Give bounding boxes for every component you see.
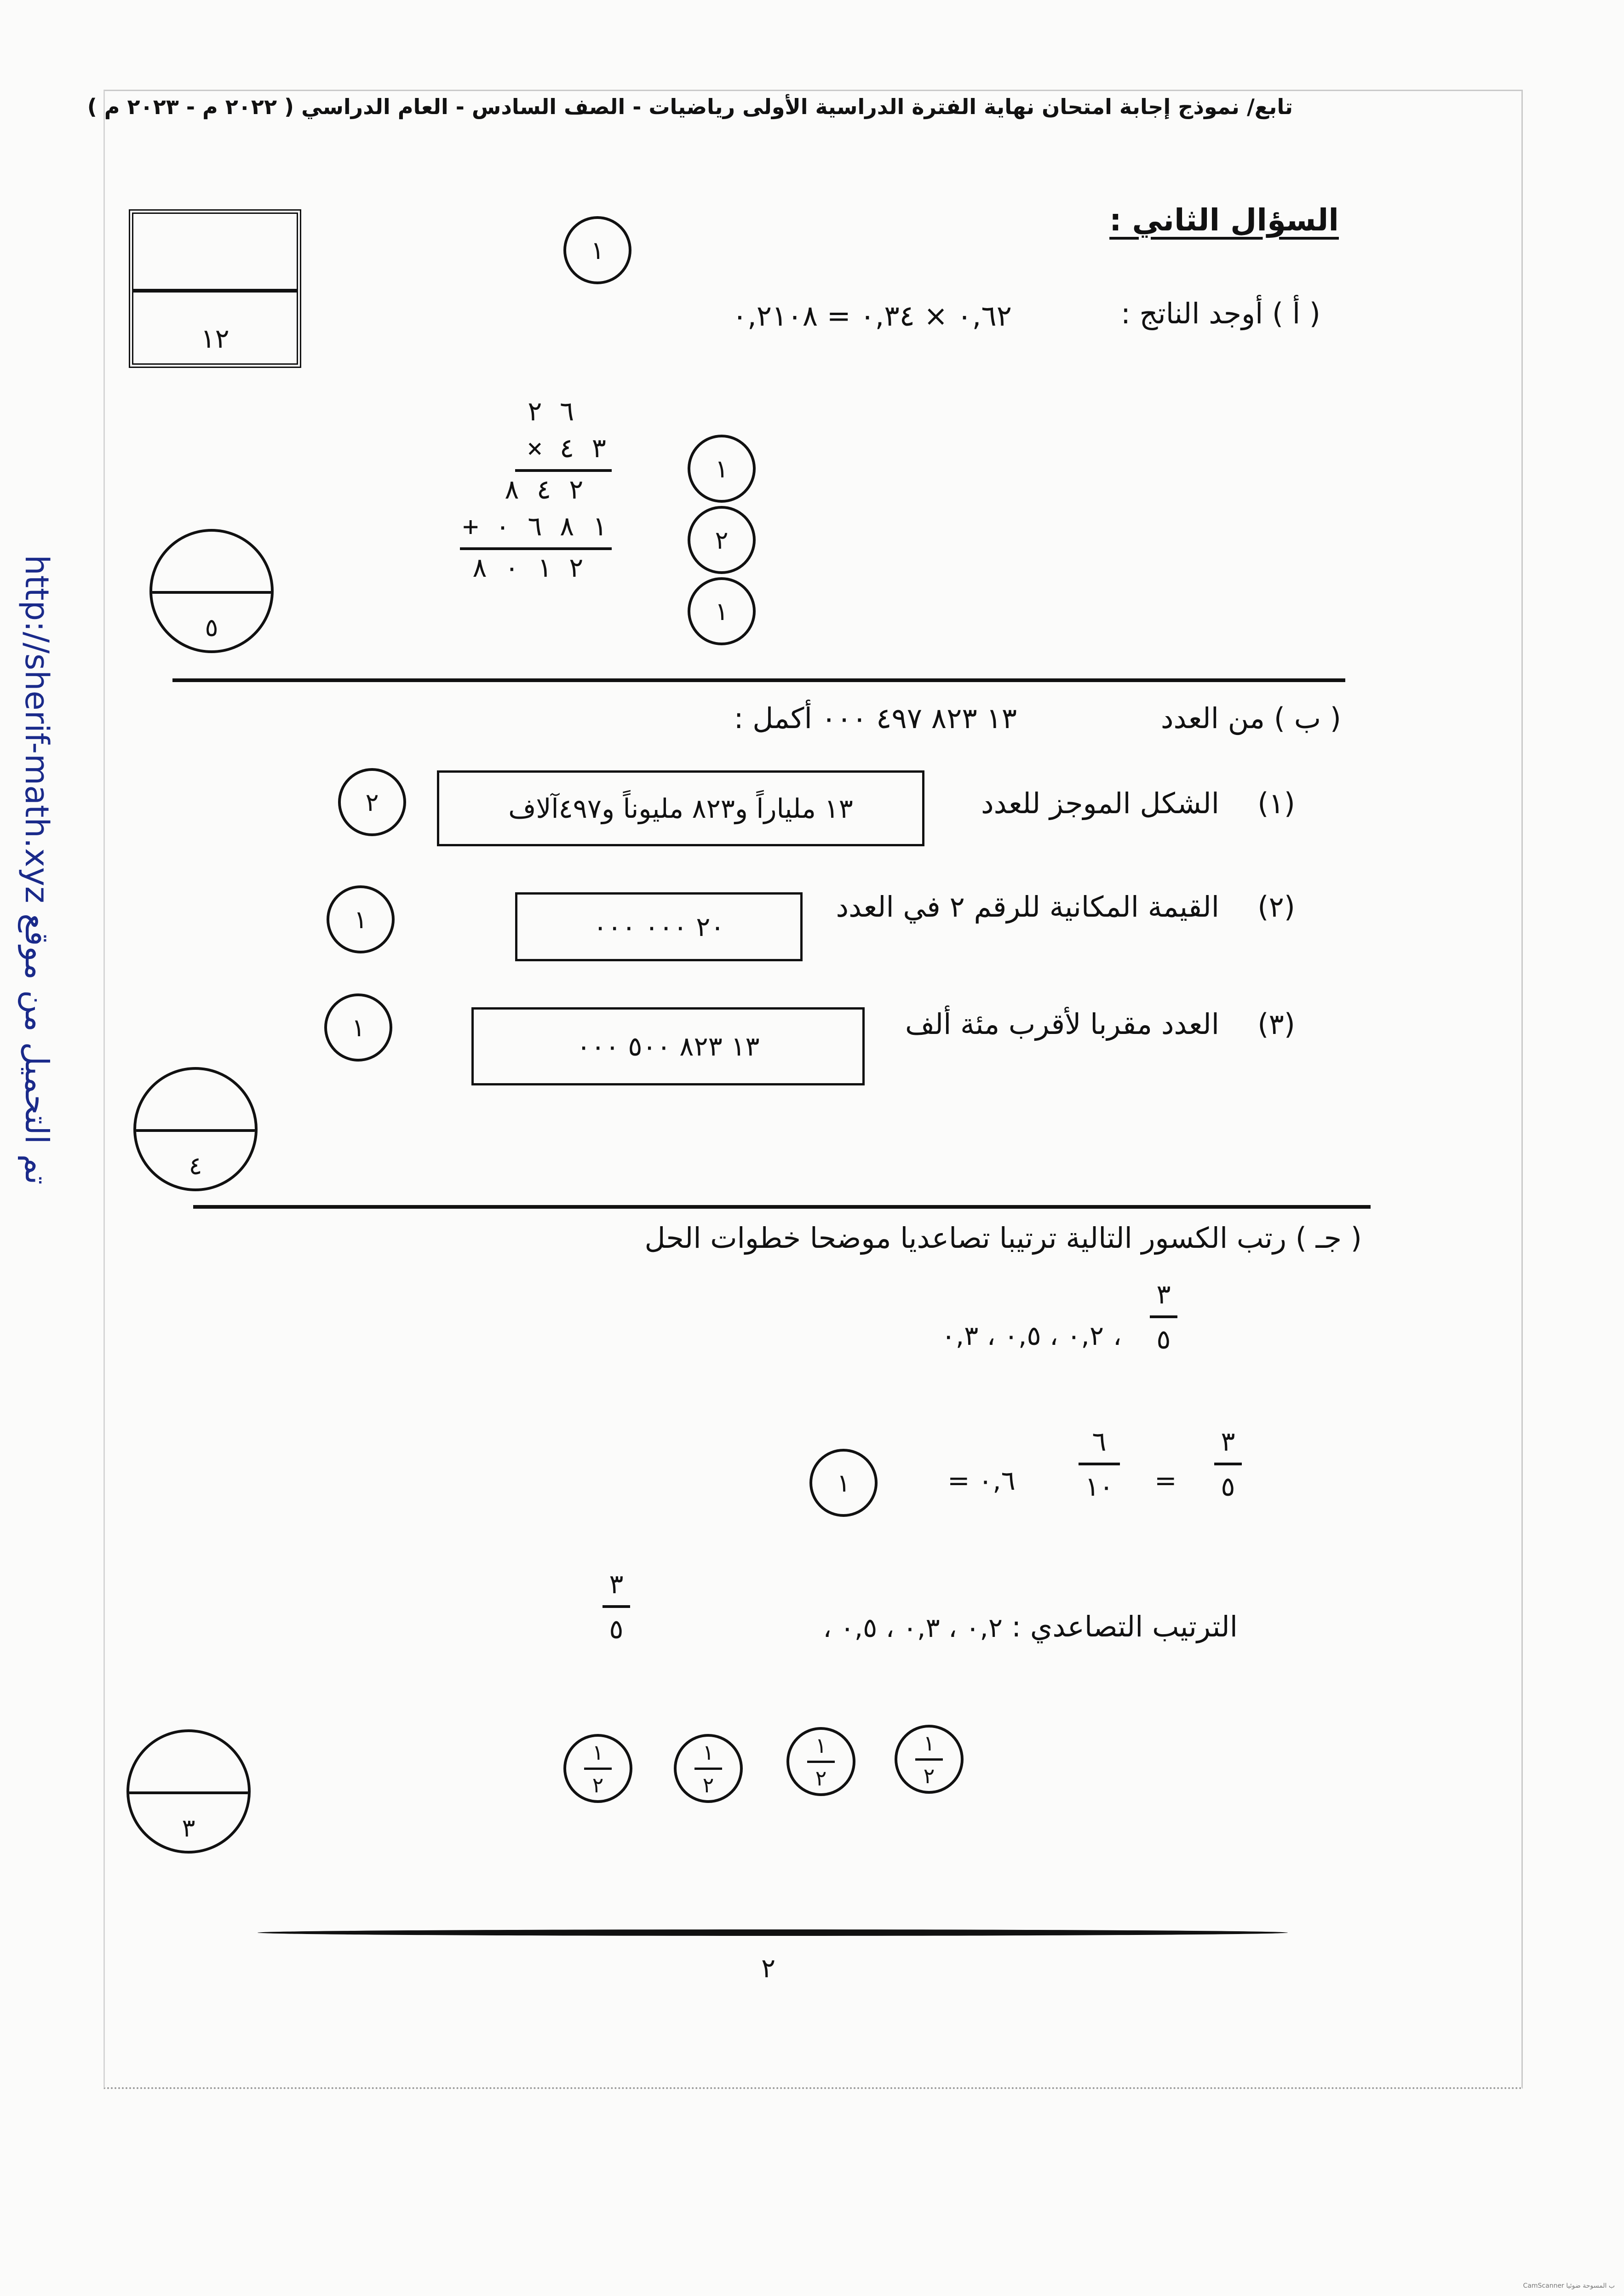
part-b-item-3-answer: ١٣ ٨٢٣ ٥٠٠ ٠٠٠ bbox=[576, 1031, 760, 1062]
part-b-item-3-text: العدد مقربا لأقرب مئة ألف bbox=[905, 1007, 1219, 1041]
scanner-mark: CamScanner ب المسوحة ضوئيا bbox=[1523, 2282, 1615, 2290]
part-b-item-2-answer: ٢٠ ٠٠٠ ٠٠٠ bbox=[593, 911, 725, 942]
part-b-item-3-answer-box bbox=[471, 1007, 865, 1085]
half-mark-3: ١ ٢ bbox=[786, 1727, 855, 1796]
part-c-equals: = bbox=[1154, 1465, 1177, 1496]
part-a-score: ٥ bbox=[205, 613, 218, 642]
step-mark-2: ٢ bbox=[688, 506, 756, 574]
part-c-fraction-three-fifths: ٣ ٥ bbox=[1150, 1279, 1177, 1355]
step-mark-1: ١ bbox=[688, 435, 756, 503]
part-c-label: ( جـ ) رتب الكسور التالية ترتيبا تصاعديا موضحا خطوات الحل bbox=[644, 1221, 1362, 1255]
part-a-top-mark: ١ bbox=[563, 216, 631, 284]
part-b-item-1-num: (١) bbox=[1257, 786, 1295, 820]
total-score: ١٢ bbox=[201, 323, 230, 354]
part-a-label: ( أ ) أوجد الناتج : bbox=[1120, 297, 1320, 330]
page-number: ٢ bbox=[761, 1952, 776, 1984]
part-c-decimals: ٠,٢ ، ٠,٥ ، ٠,٣ bbox=[941, 1320, 1104, 1351]
work-row-3: ٢ ٤ ٨ bbox=[504, 474, 584, 505]
part-b-score-circle bbox=[133, 1067, 258, 1191]
part-a-score-circle bbox=[149, 529, 274, 653]
part-b-number: ١٣ ٨٢٣ ٤٩٧ ٠٠٠ أكمل : bbox=[734, 701, 1017, 735]
part-b-item-3-num: (٣) bbox=[1257, 1007, 1295, 1041]
divider-1 bbox=[172, 678, 1345, 682]
part-b-label: ( ب ) من العدد bbox=[1160, 701, 1341, 735]
total-score-box bbox=[129, 209, 301, 368]
question-title: السؤال الثاني : bbox=[1109, 202, 1339, 238]
footer-rule bbox=[258, 1929, 1288, 1936]
divider-2 bbox=[193, 1205, 1371, 1209]
work-row-5: ٢ ١ ٠ ٨ bbox=[471, 552, 584, 583]
part-c-conversion-fraction: ٣ ٥ bbox=[1214, 1426, 1242, 1502]
half-mark-1: ١ ٢ bbox=[563, 1734, 632, 1803]
side-watermark bbox=[18, 456, 56, 1284]
part-c-score: ٣ bbox=[182, 1814, 195, 1843]
multiplication-work bbox=[442, 396, 616, 589]
part-c-ordering-label: الترتيب التصاعدي : bbox=[1011, 1610, 1238, 1643]
work-row-2: × ٣ ٤ bbox=[527, 432, 607, 464]
part-c-sep: ، bbox=[1113, 1320, 1122, 1351]
part-b-item-1-mark: ٢ bbox=[338, 768, 406, 836]
side-url: http://sherif-math.xyz bbox=[18, 555, 56, 903]
side-text: تم التحميل من موقع bbox=[18, 913, 56, 1185]
part-b-item-1-answer-box bbox=[437, 770, 924, 846]
part-c-score-circle bbox=[126, 1729, 251, 1854]
half-mark-2: ١ ٢ bbox=[674, 1734, 743, 1803]
page-header: تابع/ نموذج إجابة امتحان نهاية الفترة الدراسية الأولى رياضيات - الصف السادس - العام الدراسي ( ٢٠٢٢ م - ٢٠٢٣ م ) bbox=[87, 94, 1293, 119]
work-row-4: + ١ ٨ ٦ ٠ bbox=[462, 511, 607, 542]
half-mark-4: ١ ٢ bbox=[895, 1725, 964, 1794]
part-b-item-1-answer: ١٣ ملياراً و٨٢٣ مليوناً و٤٩٧آلاف bbox=[508, 792, 853, 824]
part-c-conversion-mark: ١ bbox=[809, 1449, 878, 1517]
part-b-item-2-answer-box bbox=[515, 892, 803, 961]
part-b-item-3-mark: ١ bbox=[324, 993, 392, 1062]
part-b-item-2-mark: ١ bbox=[327, 885, 395, 953]
part-c-ordering-fraction: ٣ ٥ bbox=[603, 1568, 630, 1645]
work-row-1: ٦ ٢ bbox=[527, 396, 575, 427]
part-a-equation: ٠,٦٢ × ٠,٣٤ = ٠,٢١٠٨ bbox=[732, 299, 1012, 333]
part-c-conversion-result: ٠,٦ = bbox=[947, 1465, 1016, 1496]
part-b-item-2-text: القيمة المكانية للرقم ٢ في العدد bbox=[836, 890, 1219, 924]
part-b-item-2-num: (٢) bbox=[1257, 890, 1295, 924]
part-b-item-1-text: الشكل الموجز للعدد bbox=[981, 786, 1219, 820]
part-b-score: ٤ bbox=[189, 1151, 202, 1180]
part-c-fraction-six-tenths: ٦ ١٠ bbox=[1079, 1426, 1120, 1502]
part-c-ordering-values: ٠,٢ ، ٠,٣ ، ٠,٥ ، bbox=[823, 1612, 1003, 1643]
step-mark-3: ١ bbox=[688, 577, 756, 645]
